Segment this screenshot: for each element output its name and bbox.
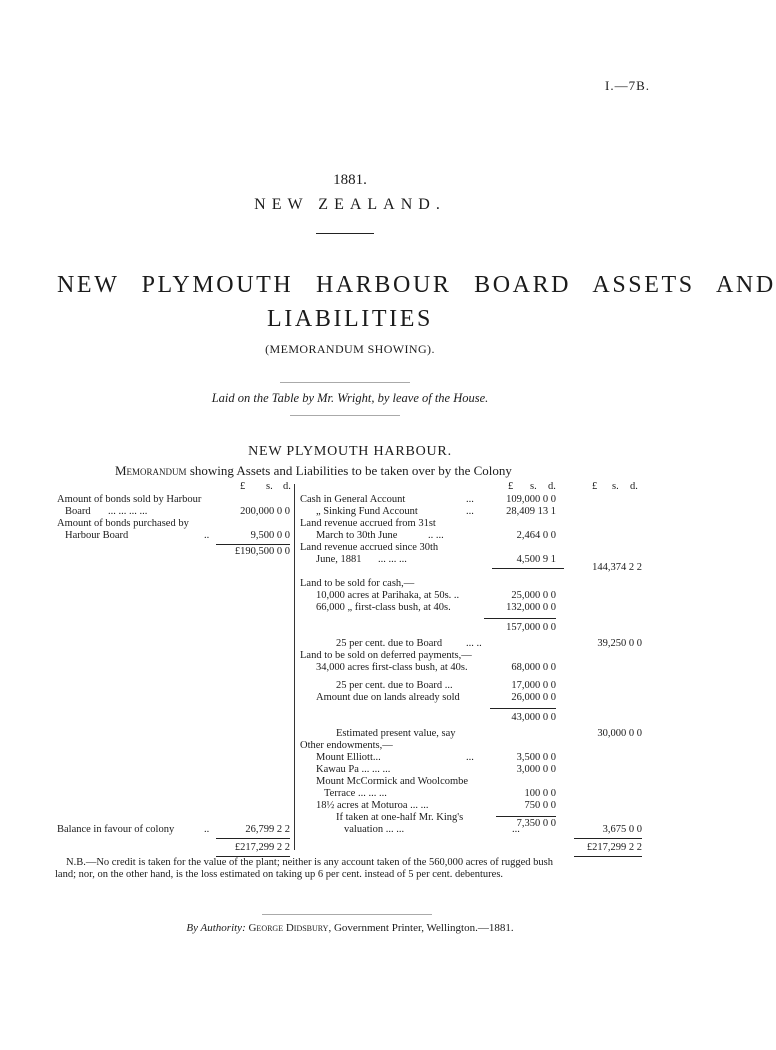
sum-rule [484,618,556,619]
assets-grand-total: £217,299 2 2 [586,842,642,853]
deferred-bush-value: 68,000 0 0 [511,662,556,673]
divider [316,233,374,234]
sum-rule [490,708,556,709]
sinking-fund-value: 28,409 13 1 [506,506,556,517]
leader-dots: ... [466,752,474,763]
kawau-pa-label: Kawau Pa ... ... ... [316,764,391,775]
divider [262,914,432,915]
sum-rule [492,568,556,569]
leader-dots: ... [466,506,474,517]
printer-details: Government Printer, Wellington.—1881. [333,922,514,934]
deferred-heading: Land to be sold on deferred payments,— [300,650,472,661]
estimated-value-total: 30,000 0 0 [597,728,642,739]
already-sold-label: Amount due on lands already sold [316,692,460,703]
leader-dots: ... ... ... ... [108,506,148,517]
land-revenue-1-label-cont: March to 30th June [316,530,398,541]
board-share-label: 25 per cent. due to Board [336,638,443,649]
sum-rule [216,838,290,839]
nb-note-line2: land; nor, on the other hand, is the loss estimated on taking up 6 per cent. instead of 5 per cent. debentures. [55,869,504,880]
authority-label: By Authority: [186,922,246,934]
left-pound-head: £ [240,481,246,492]
mid-shilling-head: s. [530,481,537,492]
nb-note-line1: N.B.—No credit is taken for the value of the plant; neither is any account taken of the 560,000 acres of rugged bush [66,857,553,868]
mccormick-value: 100 0 0 [524,788,556,799]
balance-label: Balance in favour of colony [57,824,175,835]
leader-dots: ... [512,824,520,835]
country-title: NEW ZEALAND. [254,196,446,213]
section-title: NEW PLYMOUTH HARBOUR. [248,444,452,459]
sum-rule [574,856,642,857]
cash-general-value: 109,000 0 0 [506,494,556,505]
leader-dots: .. [204,530,210,541]
king-valuation-label: If taken at one-half Mr. King's [336,812,464,823]
mid-pound-head: £ [508,481,514,492]
right-pence-head: d. [630,481,638,492]
bonds-purchased-label: Amount of bonds purchased by [57,518,189,529]
bush-40s-value: 132,000 0 0 [506,602,556,613]
moturoa-label: 18½ acres at Moturoa ... ... [316,800,429,811]
page-reference: I.—7B. [605,78,650,93]
kawau-pa-value: 3,000 0 0 [516,764,556,775]
divider [280,382,410,383]
already-sold-value: 26,000 0 0 [511,692,556,703]
land-revenue-2-label-cont: June, 1881 [316,554,362,565]
leader-dots: ... ... ... [378,554,407,565]
left-pence-head: d. [283,481,291,492]
mccormick-label-cont: Terrace ... ... ... [324,788,387,799]
divider [290,415,400,416]
column-divider [294,484,295,850]
document-title-line1: NEW PLYMOUTH HARBOUR BOARD ASSETS AND [57,272,776,298]
moturoa-value: 750 0 0 [524,800,556,811]
leader-dots: ... .. [466,638,482,649]
king-valuation-label-cont: valuation ... ... [344,824,405,835]
endowments-subtotal: 7,350 0 0 [516,818,556,829]
parihaka-label: 10,000 acres at Parihaka, at 50s. .. [316,590,460,601]
sum-rule [496,816,556,817]
mid-pence-head: d. [548,481,556,492]
right-pound-head: £ [592,481,598,492]
mount-elliott-value: 3,500 0 0 [516,752,556,763]
memorandum-label: Memorandum [115,463,187,478]
leader-dots: .. [204,824,210,835]
cash-sale-subtotal: 157,000 0 0 [506,622,556,633]
king-valuation-total: 3,675 0 0 [602,824,642,835]
memorandum-text: showing Assets and Liabilities to be taken over by the Colony [189,463,512,478]
board-share-2-value: 17,000 0 0 [511,680,556,691]
land-revenue-1-label: Land revenue accrued from 31st [300,518,436,529]
right-shilling-head: s. [612,481,619,492]
left-shilling-head: s. [266,481,273,492]
land-revenue-2-value: 4,500 9 1 [516,554,556,565]
sinking-fund-label: „ Sinking Fund Account [316,506,418,517]
sum-rule [216,544,290,545]
mccormick-label: Mount McCormick and Woolcombe [316,776,469,787]
sum-rule [574,838,642,839]
leader-dots: .. ... [428,530,444,541]
printer-imprint [0,922,700,934]
endowments-heading: Other endowments,— [300,740,393,751]
printer-name: George Didsbury, [248,922,332,934]
board-share-2-label: 25 per cent. due to Board ... [336,680,453,691]
balance-value: 26,799 2 2 [245,824,290,835]
deferred-subtotal: 43,000 0 0 [511,712,556,723]
estimated-value-label: Estimated present value, say [336,728,456,739]
document-title-line2: LIABILITIES [267,306,433,332]
land-revenue-2-label: Land revenue accrued since 30th [300,542,439,553]
bush-40s-label: 66,000 „ first-class bush, at 40s. [316,602,451,613]
bonds-purchased-label-cont: Harbour Board [65,530,129,541]
bonds-sold-value: 200,000 0 0 [240,506,290,517]
liabilities-grand-total: £217,299 2 2 [234,842,290,853]
cash-general-label: Cash in General Account [300,494,406,505]
leader-dots: ... [466,494,474,505]
deferred-bush-label: 34,000 acres first-class bush, at 40s. [316,662,468,673]
mount-elliott-label: Mount Elliott... [316,752,381,763]
land-revenue-1-value: 2,464 0 0 [516,530,556,541]
liabilities-subtotal: £190,500 0 0 [234,546,290,557]
cash-group-total: 144,374 2 2 [592,562,642,573]
bonds-sold-label: Amount of bonds sold by Harbour [57,494,202,505]
memorandum-heading [115,463,512,479]
bonds-purchased-value: 9,500 0 0 [250,530,290,541]
bonds-sold-label-cont: Board [65,506,91,517]
board-share-total: 39,250 0 0 [597,638,642,649]
cash-sale-heading: Land to be sold for cash,— [300,578,415,589]
year: 1881. [333,172,367,188]
laid-on-table: Laid on the Table by Mr. Wright, by leave of the House. [211,391,489,405]
parihaka-value: 25,000 0 0 [511,590,556,601]
document-subtitle: (MEMORANDUM SHOWING). [265,342,435,356]
